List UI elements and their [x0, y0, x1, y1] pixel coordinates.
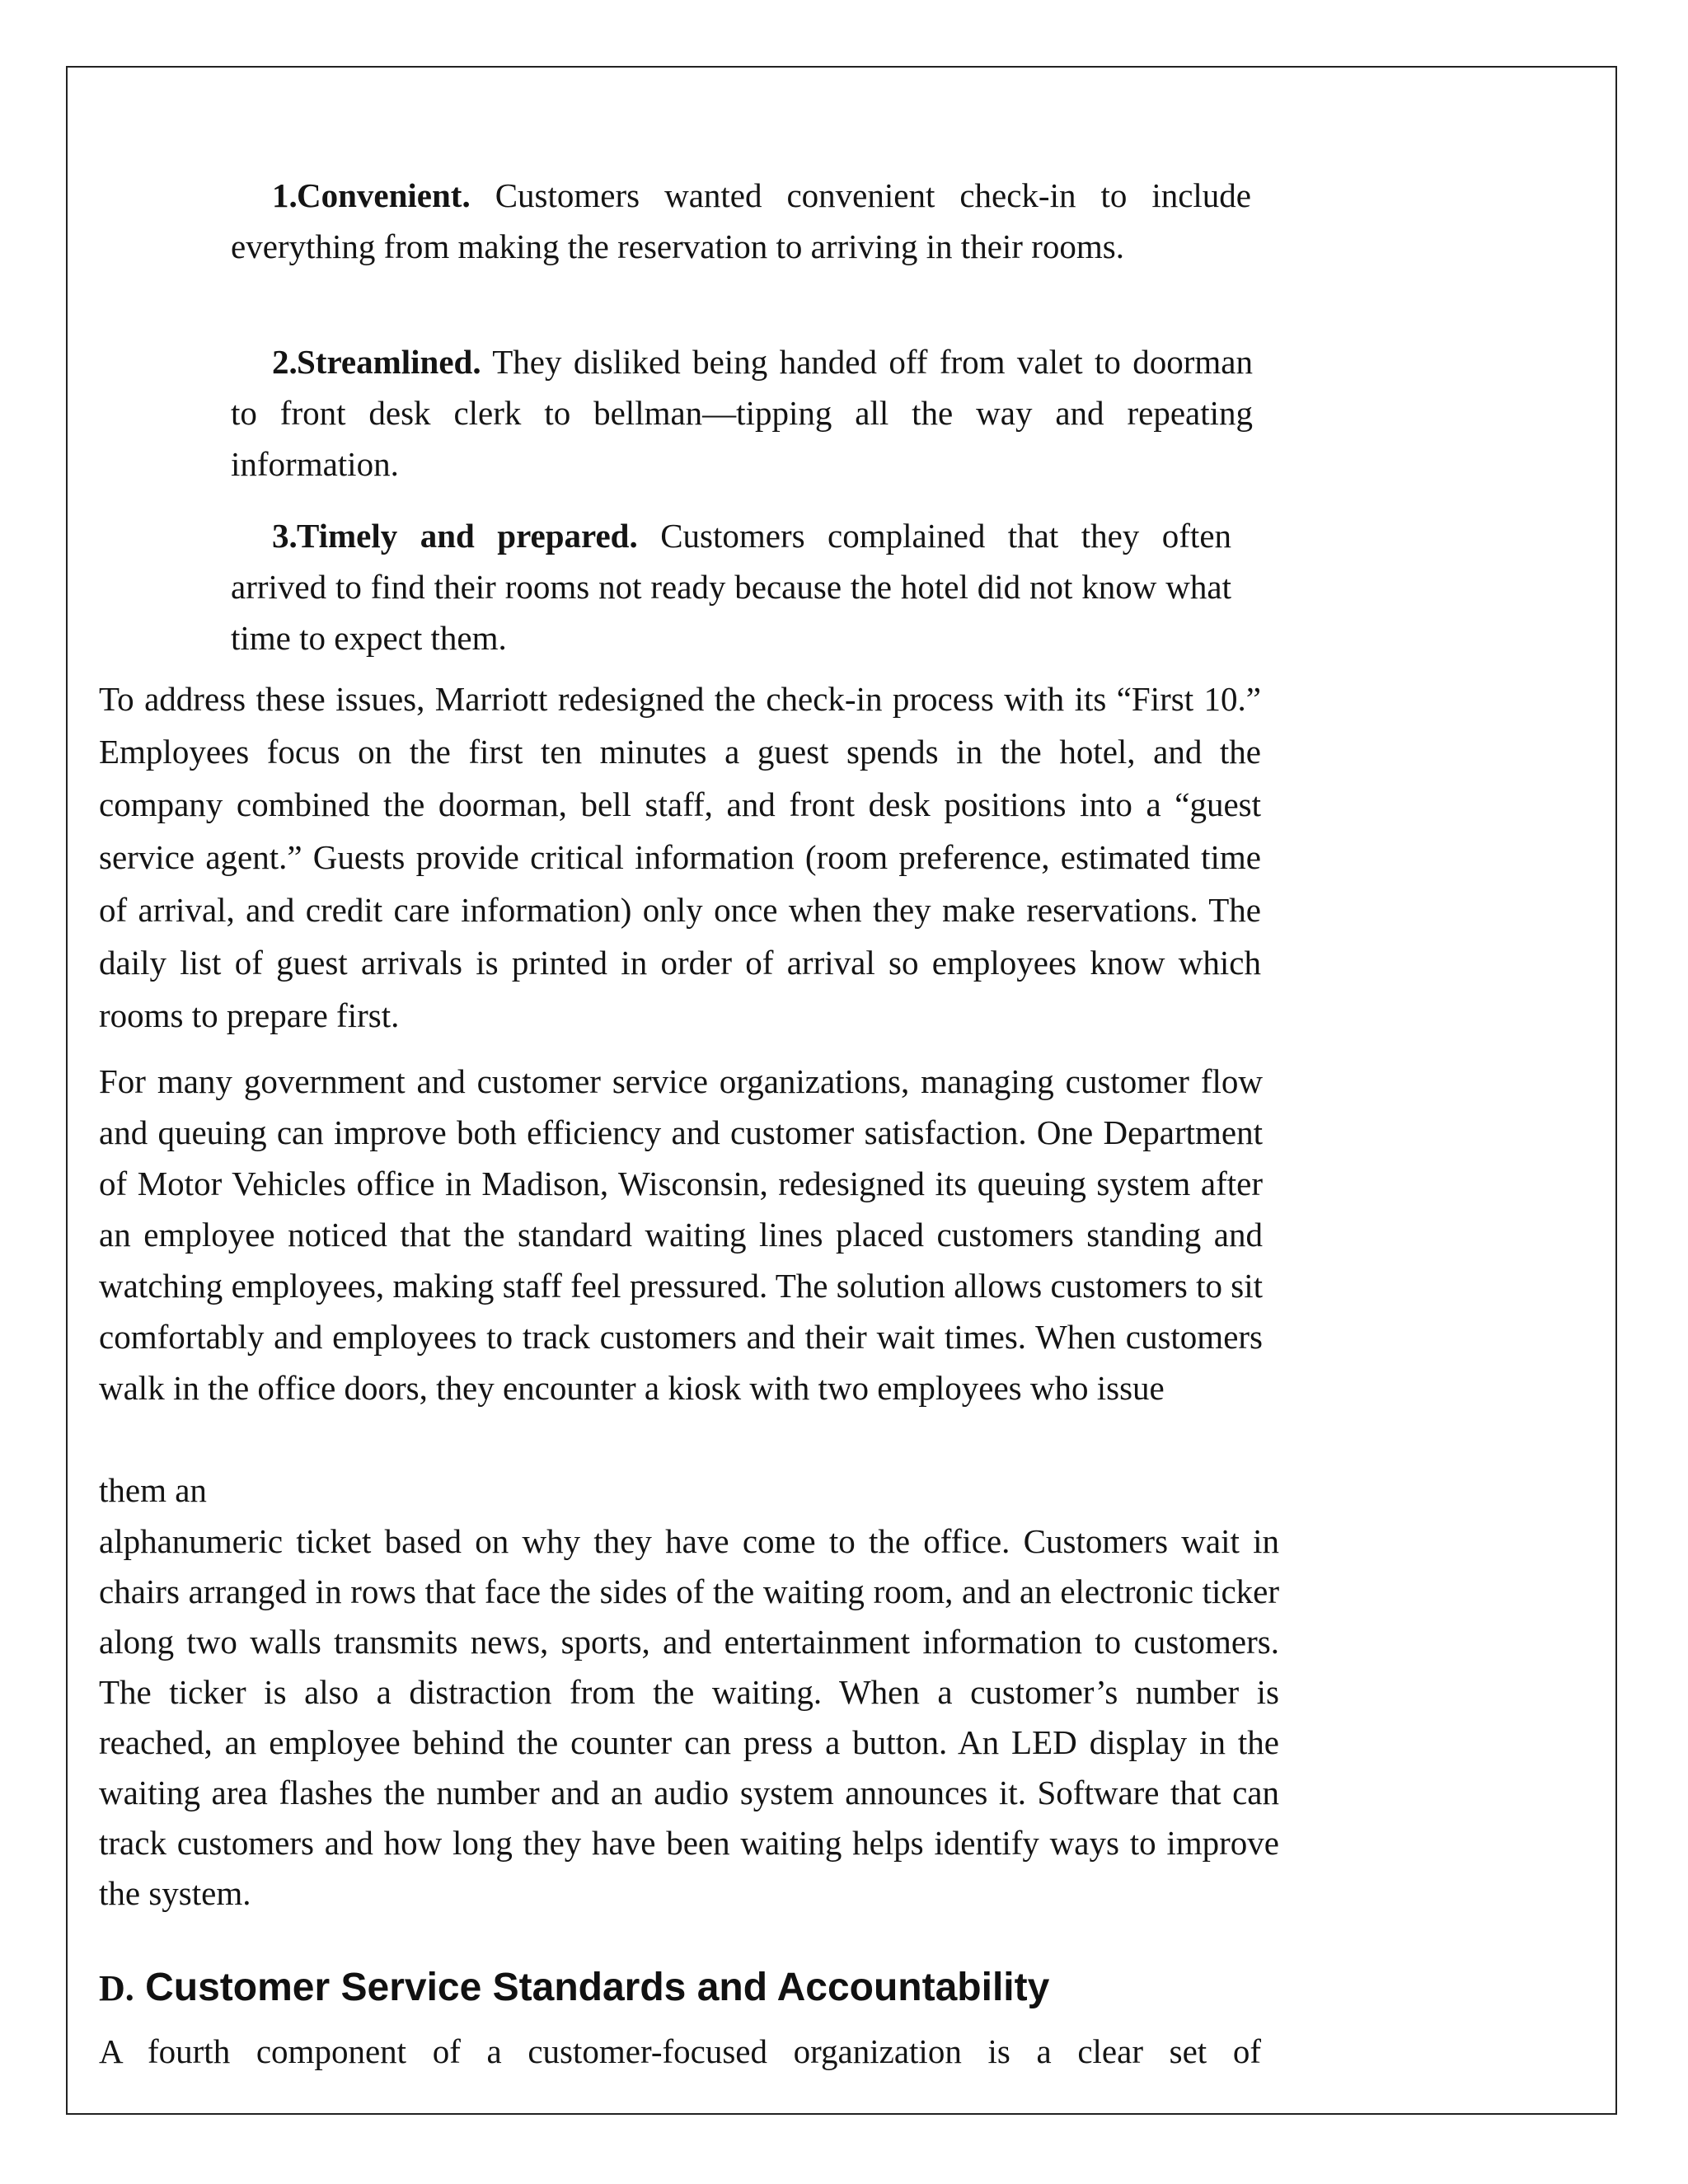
paragraph-marriott: To address these issues, Marriott redesigned the check-in process with its “First 10.” Employees focus on the first ten minutes a guest spends in the hotel, and the company combined the doorman, bell staff, and front desk positions into a “guest service agent.” Guests provide critical information (room preference, estimated time of arrival, and credit care information) only once when they make reservations. The daily list of guest arrivals is printed in order of arrival so employees know which rooms to prepare first. — [99, 680, 1261, 1034]
list-item-text: Customers complained that they often arrived to find their rooms not ready because the hotel did not know what time to expect them. — [231, 517, 1232, 657]
section-title: Customer Service Standards and Accountability — [145, 1966, 1050, 2009]
list-item-title: Timely and prepared. — [297, 517, 638, 555]
list-number: 1. — [272, 176, 298, 214]
list-item-timely — [231, 510, 1231, 663]
list-item-title: Convenient. — [297, 176, 471, 214]
list-number: 3. — [272, 517, 298, 555]
list-item-title: Streamlined. — [297, 343, 481, 381]
list-item-text: They disliked being handed off from valet to doorman to front desk clerk to bellman—tipping all the way and repeating information. — [231, 343, 1253, 483]
section-heading — [99, 1965, 1049, 2010]
paragraph-dmv-part1-end: them an — [99, 1471, 207, 1509]
paragraph-dmv-part2: alphanumeric ticket based on why they have come to the office. Customers wait in chairs arranged in rows that face the sides of the waiting room, and an electronic ticker along two walls transmits news, sports, and entertainment information to customers. The ticker is also a distraction from the waiting. When a customer’s number is reached, an employee behind the counter can press a button. An LED display in the waiting area flashes the number and an audio system announces it. Software that can track customers and how long they have been waiting helps identify ways to improve the system. — [99, 1522, 1279, 1912]
section-letter: D. — [99, 1968, 134, 2008]
list-item-streamlined — [231, 336, 1253, 490]
paragraph-fourth-component: A fourth component of a customer-focused organization is a clear set of — [99, 2032, 1261, 2070]
paragraph-dmv-part1: For many government and customer service organizations, managing customer flow and queuing can improve both efficiency and customer satisfaction. One Department of Motor Vehicles office in Madison, Wisconsin, redesigned its queuing system after an employee noticed that the standard waiting lines placed customers standing and watching employees, making staff feel pressured. The solution allows customers to sit comfortably and employees to track customers and their wait times. When customers walk in the office doors, they encounter a kiosk with two employees who issue — [99, 1062, 1263, 1407]
list-number: 2. — [272, 343, 298, 381]
list-item-text: Customers wanted convenient check-in to include everything from making the reservation to arriving in their rooms. — [231, 176, 1251, 265]
list-item-convenient — [231, 170, 1251, 272]
